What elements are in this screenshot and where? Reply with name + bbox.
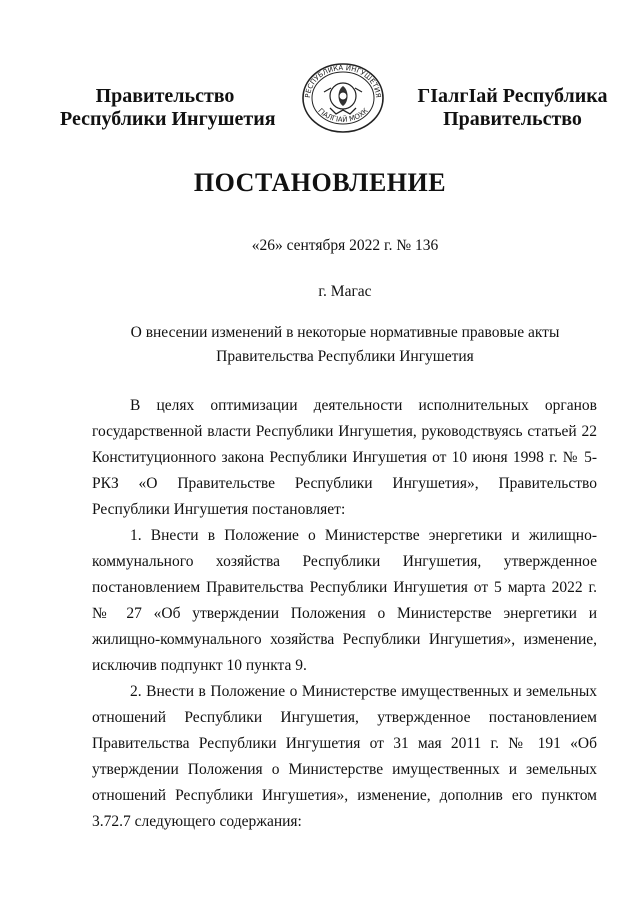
header-left-line2: Республики Ингушетия	[60, 108, 276, 130]
header-right-line2: Правительство	[443, 108, 582, 130]
paragraph-preamble: В целях оптимизации деятельности исполнительных органов государственной власти Республики Ингушетия, руководствуясь статьей 22 Конституционного закона Республики Ингушетия от 10 июня 1998 г. № 5-РКЗ «О Правительстве Республики Ингушетия», Правительство Республики Ингушетия постановляет:	[92, 397, 597, 518]
document-body	[92, 393, 597, 835]
document-date: «26» сентября 2022 г. № 136	[251, 237, 439, 254]
header-left-line1: Правительство	[95, 85, 235, 107]
paragraph-item-1: 1. Внести в Положение о Министерстве энергетики и жилищно-коммунального хозяйства Республики Ингушетия, утвержденное постановлением Правительства Республики Ингушетия от 5 марта 2022 г. № 27 «Об утверждении Положения о Министерстве энергетики и жилищно-коммунального хозяйства Республики Ингушетия», изменение, исключив подпункт 10 пункта 9.	[92, 527, 597, 674]
document-subject: О внесении изменений в некоторые нормативные правовые акты Правительства Республики Ингушетия	[130, 324, 560, 365]
coat-of-arms-emblem-icon	[298, 62, 388, 134]
header-right	[415, 85, 610, 131]
header-right-line1: ГIалгIай Республика	[417, 85, 608, 107]
emblem-text-top: РЕСПУБЛИКА ИНГУШЕТИЯ	[303, 63, 383, 99]
header-left	[60, 85, 276, 131]
document-city: г. Магас	[318, 283, 372, 300]
document-title: ПОСТАНОВЛЕНИЕ	[193, 168, 447, 197]
paragraph-item-2: 2. Внести в Положение о Министерстве имущественных и земельных отношений Республики Ингушетия, утвержденное постановлением Правительства Республики Ингушетия от 31 мая 2011 г. № 191 «Об утверждении Положения о Министерстве имущественных и земельных отношений Республики Ингушетия», изменение, дополнив его пунктом 3.72.7 следующего содержания:	[92, 683, 597, 830]
emblem-text-bottom: ГIАЛГIАЙ МОХК	[316, 106, 370, 124]
